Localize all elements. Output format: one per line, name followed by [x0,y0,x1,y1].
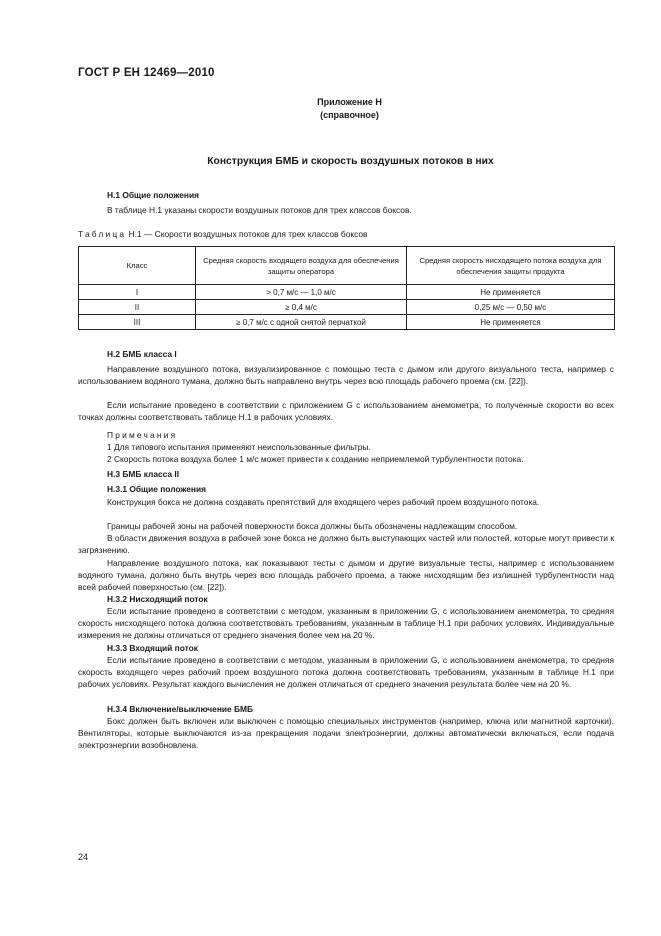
subsection-h33-heading: Н.3.3 Входящий поток [107,643,198,653]
appendix-title: Приложение Н [317,97,382,107]
table-cell: 0,25 м/с — 0,50 м/с [407,300,615,315]
standard-header: ГОСТ Р ЕН 12469—2010 [78,67,215,79]
note-1: 1 Для типового испытания применяют неиспользованные фильтры. [107,442,371,452]
section-h1-heading: Н.1 Общие положения [107,190,200,200]
appendix-block [0,96,661,122]
section-h1-paragraph: В таблице Н.1 указаны скорости воздушных потоков для трех классов боксов. [107,205,412,215]
table-cell: Не применяется [407,285,615,300]
table-caption [78,229,368,239]
subsection-h34-paragraph: Бокс должен быть включен или выключен с помощью специальных инструментов (например, ключа или магнитной карточки). Вентиляторы, которые выключаются из-за прекращения подачи электроэнергии, должны автоматически включаться, если подача электроэнергии возобновлена. [78,716,614,751]
table-caption-prefix: Таблица [78,229,127,239]
table-cell: I [79,285,196,300]
table-row [79,300,615,315]
subsection-h31-paragraph-1: Конструкция бокса не должна создавать препятствий для входящего через рабочий проем воздушного потока. [107,497,540,507]
airflow-table [78,246,615,330]
appendix-subtitle: (справочное) [320,110,379,120]
section-h2-heading: Н.2 БМБ класса I [107,349,177,359]
table-cell: > 0,7 м/с — 1,0 м/с [196,285,407,300]
table-header-row [79,247,615,285]
subsection-h31-paragraph-3: В области движения воздуха в рабочей зоне бокса не должно быть выступающих частей или полостей, которые могут привести к загрязнению. [78,533,614,556]
table-caption-text: Н.1 — Скорости воздушных потоков для трех классов боксов [128,229,368,239]
section-h2-paragraph-1: Направление воздушного потока, визуализированное с помощью теста с дымом или другого визуального теста, например с использованием водяного тумана, должно быть направлено внутрь через всю площадь рабочего проема (см. [22]). [78,364,614,387]
table-row [79,285,615,300]
table-cell: III [79,315,196,330]
subsection-h34-heading: Н.3.4 Включение/выключение БМБ [107,704,254,714]
subsection-h31-paragraph-4: Направление воздушного потока, как показывают тесты с дымом и другие визуальные тесты, например с использованием водяного тумана, должно быть внутрь через всю площадь рабочего проема, а также нисходящим без излишней турбулентности над всей рабочей поверхностью (см. [22]). [78,558,614,593]
subsection-h31-heading: Н.3.1 Общие положения [107,484,206,494]
header-inflow: Средняя скорость входящего воздуха для обеспечения защиты оператора [196,247,407,285]
page-number: 24 [78,852,89,862]
note-2: 2 Скорость потока воздуха более 1 м/с может привести к созданию неприемлемой турбулентности потока. [107,454,524,464]
table-cell: ≥ 0,4 м/с [196,300,407,315]
table-cell: II [79,300,196,315]
header-downflow: Средняя скорость нисходящего потока воздуха для обеспечения защиты продукта [407,247,615,285]
table-cell: ≥ 0,7 м/с с одной снятой перчаткой [196,315,407,330]
table-row [79,315,615,330]
section-h2-paragraph-2: Если испытание проведено в соответствии с приложением G с использованием анемометра, то полученные скорости во всех точках должны соответствовать таблице Н.1 в рабочих условиях. [78,400,614,423]
subsection-h32-heading: Н.3.2 Нисходящий поток [107,594,208,604]
section-h3-heading: Н.3 БМБ класса II [107,469,180,479]
table-cell: Не применяется [407,315,615,330]
header-class: Класс [79,247,196,285]
notes-label: Примечания [107,430,178,440]
subsection-h32-paragraph: Если испытание проведено в соответствии с методом, указанным в приложении G, с использованием анемометра, то средняя скорость нисходящего потока должна соответствовать требованиям, указанным в таблице Н.1 при рабочих условиях. Индивидуальные измерения не должны отличаться от среднего значения более чем на 20 %. [78,606,614,641]
main-title: Конструкция БМБ и скорость воздушных потоков в них [207,156,494,167]
subsection-h33-paragraph: Если испытание проведено в соответствии с методом, указанным в приложении G, с использованием анемометра, то средняя скорость входящего через рабочий проем воздушного потока должна соответствовать требованиям, указанным в таблице Н.1 при рабочих условиях. Результат каждого вычисления не должен отличаться от среднего значения результата более чем на 20 %. [78,655,614,690]
subsection-h31-paragraph-2: Границы рабочей зоны на рабочей поверхности бокса должны быть обозначены надлежащим способом. [107,521,518,531]
